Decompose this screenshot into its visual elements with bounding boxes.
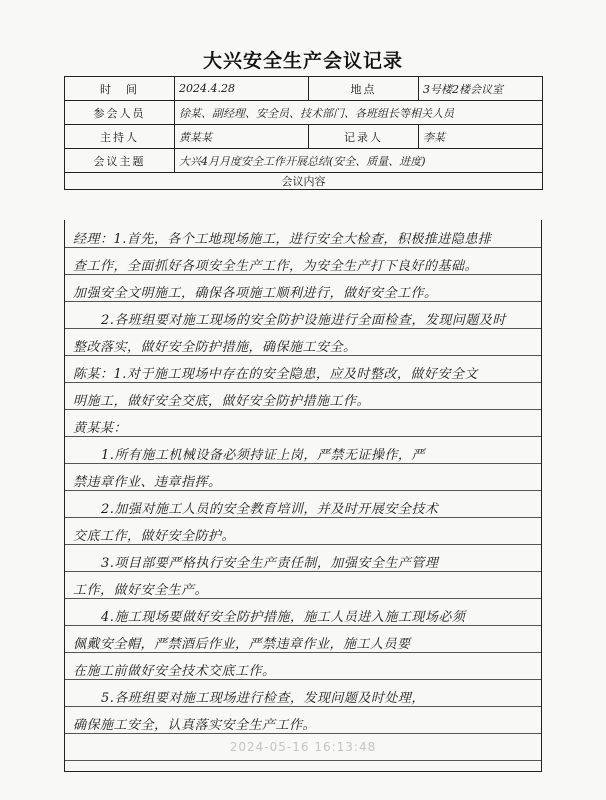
value-place: 3号楼2楼会议室 [419, 77, 543, 101]
ruled-line [65, 625, 541, 626]
ruled-line [65, 247, 541, 248]
label-recorder: 记录人 [309, 125, 419, 149]
label-place: 地点 [309, 77, 419, 101]
content-line: 4.施工现场要做好安全防护措施，施工人员进入施工现场必须 [101, 610, 466, 625]
ruled-line [65, 706, 541, 707]
label-content: 会议内容 [65, 173, 543, 190]
content-line: 整改落实，做好安全防护措施，确保施工安全。 [73, 340, 357, 355]
meeting-info-table [64, 76, 543, 190]
ruled-line [65, 760, 541, 761]
content-line: 5.各班组要对施工现场进行检查，发现问题及时处理， [101, 691, 425, 706]
ruled-line [65, 598, 541, 599]
label-time: 时 间 [65, 77, 175, 101]
label-attendees: 参会人员 [65, 101, 175, 125]
content-line: 黄某某： [73, 421, 128, 436]
content-line: 禁违章作业、违章指挥。 [73, 475, 222, 490]
ruled-line [65, 436, 541, 437]
row-topic [65, 149, 543, 173]
value-time: 2024.4.28 [175, 77, 309, 101]
row-host-recorder [65, 125, 543, 149]
photo-timestamp: 2024-05-16 16:13:48 [229, 740, 377, 754]
ruled-line [65, 733, 541, 734]
content-line: 2.加强对施工人员的安全教育培训，并及时开展安全技术 [101, 502, 439, 517]
content-line: 经理：1.首先，各个工地现场施工，进行安全大检查，积极推进隐患排 [73, 232, 492, 247]
value-recorder: 李某 [419, 125, 543, 149]
content-line: 工作，做好安全生产。 [73, 583, 209, 598]
content-line: 确保施工安全，认真落实安全生产工作。 [73, 718, 317, 733]
row-time-place [65, 77, 543, 101]
ruled-line [65, 463, 541, 464]
value-attendees: 徐某、副经理、安全员、技术部门、各班组长等相关人员 [175, 101, 543, 125]
content-line: 明施工，做好安全交底，做好安全防护措施工作。 [73, 394, 371, 409]
ruled-line [65, 382, 541, 383]
label-host: 主持人 [65, 125, 175, 149]
value-host: 黄某某 [175, 125, 309, 149]
content-line: 佩戴安全帽，严禁酒后作业，严禁违章作业，施工人员要 [73, 637, 411, 652]
content-line: 3.项目部要严格执行安全生产责任制，加强安全生产管理 [101, 556, 439, 571]
ruled-line [65, 652, 541, 653]
content-line: 2.各班组要对施工现场的安全防护设施进行全面检查，发现问题及时 [101, 313, 506, 328]
ruled-line [65, 274, 541, 275]
meeting-content-area [64, 220, 542, 772]
ruled-line [65, 544, 541, 545]
document-title: 大兴安全生产会议记录 [202, 50, 403, 72]
ruled-line [65, 355, 541, 356]
ruled-line [65, 328, 541, 329]
content-line: 1.所有施工机械设备必须持证上岗，严禁无证操作，严 [101, 448, 425, 463]
content-line: 加强安全文明施工，确保各项施工顺利进行，做好安全工作。 [73, 286, 438, 301]
ruled-line [65, 490, 541, 491]
content-line: 查工作，全面抓好各项安全生产工作，为安全生产打下良好的基础。 [73, 259, 479, 274]
row-content-header [65, 173, 543, 190]
row-attendees [65, 101, 543, 125]
label-topic: 会议主题 [65, 149, 175, 173]
content-line: 陈某：1.对于施工现场中存在的安全隐患，应及时整改，做好安全文 [73, 367, 478, 382]
ruled-line [65, 571, 541, 572]
ruled-line [65, 409, 541, 410]
ruled-line [65, 517, 541, 518]
ruled-line [65, 679, 541, 680]
content-line: 在施工前做好安全技术交底工作。 [73, 664, 276, 679]
content-line: 交底工作，做好安全防护。 [73, 529, 236, 544]
value-topic: 大兴4月月度安全工作开展总结(安全、质量、进度) [175, 149, 543, 173]
ruled-line [65, 301, 541, 302]
